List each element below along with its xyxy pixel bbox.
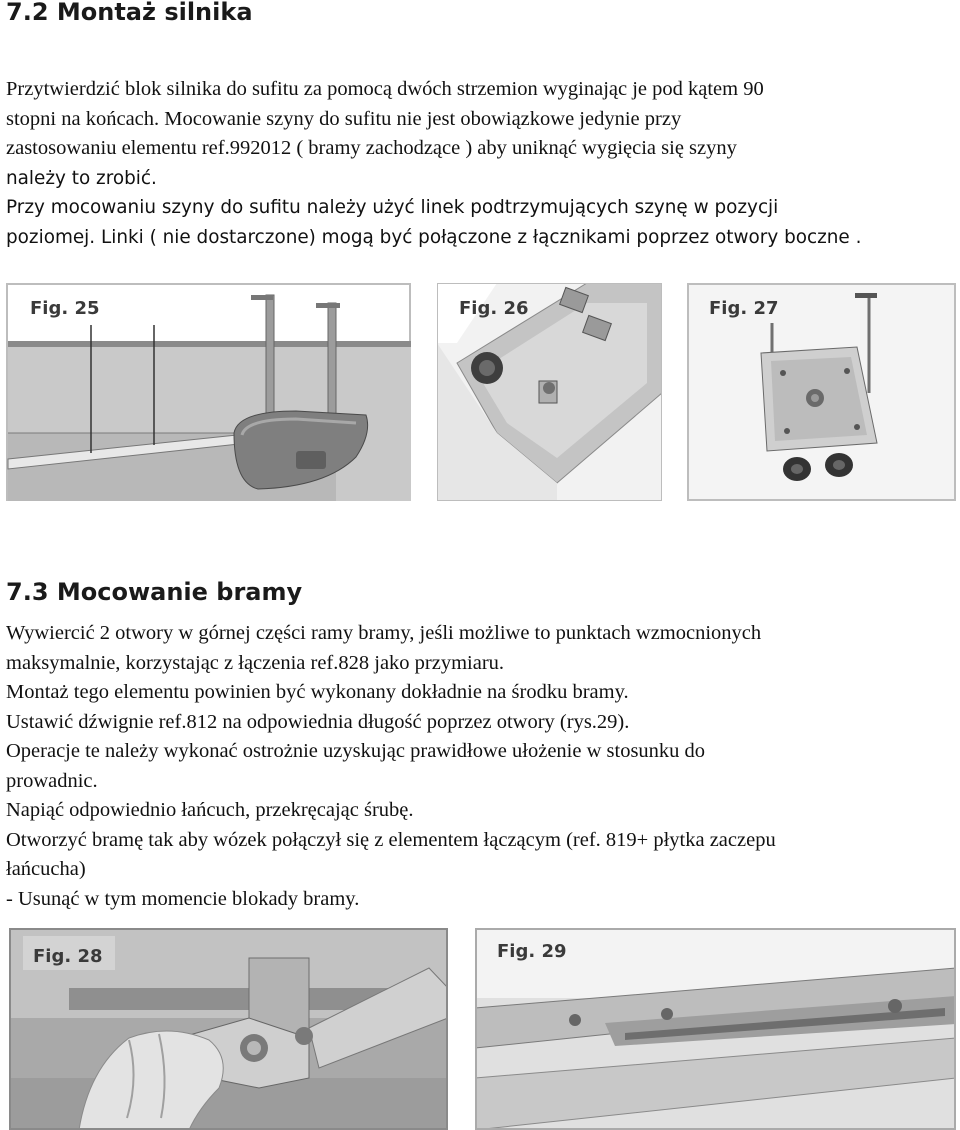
section-heading-montaz-silnika: 7.2 Montaż silnika — [6, 0, 253, 26]
text-line: poziomej. Linki ( nie dostarczone) mogą być połączone z łącznikami poprzez otwory boczne . — [6, 226, 862, 248]
text-line: maksymalnie, korzystając z łączenia ref.828 jako przymiaru. — [6, 651, 505, 674]
figure-label: Fig. 25 — [30, 298, 100, 319]
bracket-closeup-photo-icon — [437, 283, 662, 501]
figure-label: Fig. 29 — [497, 941, 567, 962]
figure-27 — [687, 283, 956, 501]
text-line: Wywiercić 2 otwory w górnej części ramy bramy, jeśli możliwe to punktach wzmocnionych — [6, 622, 762, 644]
text-line: należy to zrobić. — [6, 167, 157, 189]
text-line: stopni na końcach. Mocowanie szyny do sufitu nie jest obowiązkowe jedynie przy — [6, 107, 682, 130]
text-line: Przytwierdzić blok silnika do sufitu za pomocą dwóch strzemion wyginając je pod kątem 90 — [6, 78, 764, 100]
figure-label: Fig. 26 — [459, 298, 529, 319]
section-body-montaz — [6, 75, 956, 252]
rail-lever-photo-icon — [475, 928, 956, 1130]
door-bracket-hand-photo-icon — [9, 928, 448, 1130]
motor-ceiling-mount-illustration-icon — [6, 283, 411, 501]
figure-label: Fig. 28 — [33, 946, 103, 967]
figure-26 — [437, 283, 662, 501]
text-line: Otworzyć bramę tak aby wózek połączył się z elementem łączącym (ref. 819+ płytka zaczepu — [6, 828, 776, 851]
section-heading-mocowanie-bramy: 7.3 Mocowanie bramy — [6, 578, 303, 606]
motor-plate-photo-icon — [687, 283, 956, 501]
text-line: łańcucha) — [6, 858, 86, 880]
text-line: Ustawić dźwignie ref.812 na odpowiednia długość poprzez otwory (rys.29). — [6, 710, 630, 733]
text-line: zastosowaniu elementu ref.992012 ( bramy zachodzące ) aby uniknąć wygięcia się szyny — [6, 137, 737, 159]
section-body-mocowanie — [6, 619, 956, 914]
text-line: Montaż tego elementu powinien być wykonany dokładnie na środku bramy. — [6, 681, 629, 703]
text-line: Operacje te należy wykonać ostrożnie uzyskując prawidłowe ułożenie w stosunku do — [6, 740, 706, 762]
figure-label: Fig. 27 — [709, 298, 779, 319]
text-line: Przy mocowaniu szyny do sufitu należy użyć linek podtrzymujących szynę w pozycji — [6, 197, 779, 218]
figure-29 — [475, 928, 956, 1130]
figure-28 — [9, 928, 448, 1130]
figure-25 — [6, 283, 411, 501]
text-line: prowadnic. — [6, 769, 98, 792]
text-line: - Usunąć w tym momencie blokady bramy. — [6, 887, 360, 910]
text-line: Napiąć odpowiednio łańcuch, przekręcając śrubę. — [6, 799, 414, 821]
